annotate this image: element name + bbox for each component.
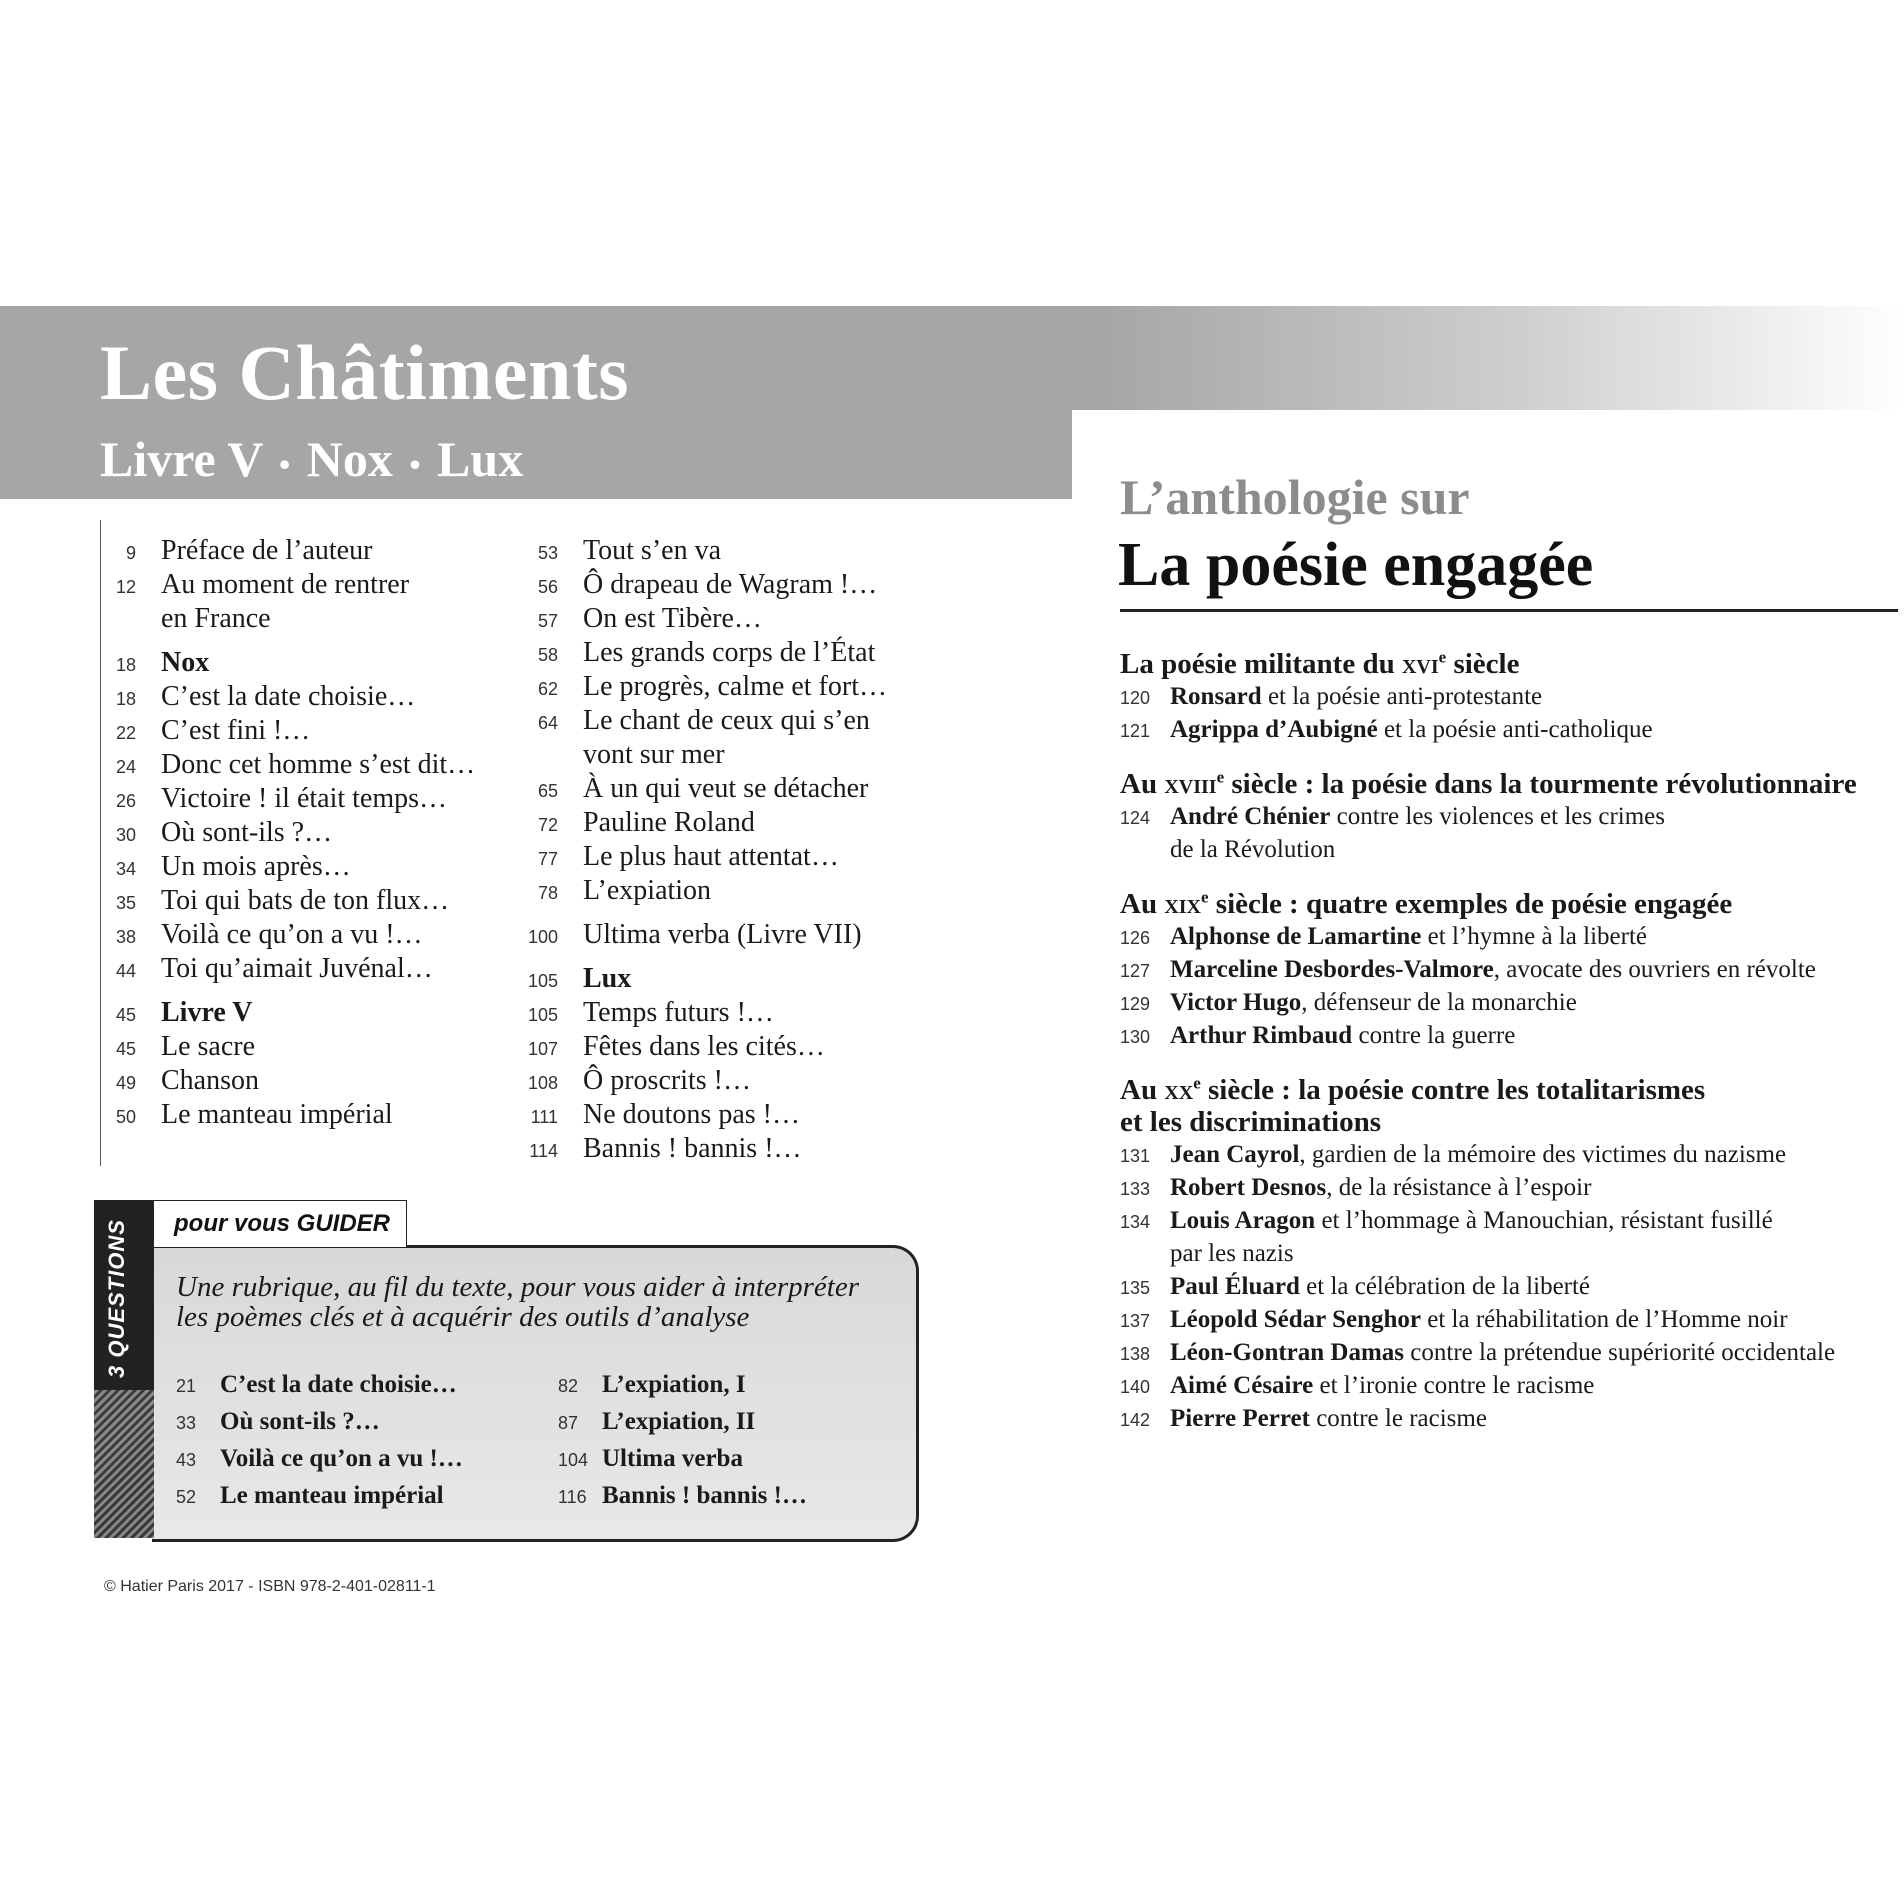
entry-title: Voilà ce qu’on a vu !… <box>161 919 423 950</box>
guide-entry <box>176 1405 463 1442</box>
entry-title: Le progrès, calme et fort… <box>583 671 887 702</box>
guide-entry <box>558 1479 807 1516</box>
anthology-entry <box>1120 713 1900 746</box>
page-number: 130 <box>1120 1027 1151 1047</box>
toc-entry <box>100 568 475 602</box>
page-number: 21 <box>176 1376 197 1396</box>
page-number: 9 <box>125 543 136 563</box>
page-number: 34 <box>115 859 136 879</box>
guide-entry <box>176 1479 463 1516</box>
anthology-section <box>1120 648 1900 746</box>
page-number: 49 <box>115 1073 136 1093</box>
entry-text <box>1170 1019 1515 1052</box>
entry-description: contre la prétendue supériorité occidentale <box>1404 1339 1836 1366</box>
subtitle-part: Lux <box>437 431 524 487</box>
page-number: 134 <box>1120 1212 1151 1232</box>
title-text: siècle : la poésie dans la tourmente révolutionnaire <box>1224 768 1857 800</box>
guide-description: Une rubrique, au fil du texte, pour vous aider à interpréter les poèmes clés et à acquérir des outils d’analyse <box>176 1271 860 1333</box>
entry-title: Le chant de ceux qui s’en <box>583 705 870 736</box>
anthology-entry <box>1120 986 1900 1019</box>
entry-title: Au moment de rentrer <box>161 569 410 600</box>
toc-entry <box>522 1132 887 1166</box>
bullet-separator: • <box>279 446 291 483</box>
page-number: 50 <box>115 1107 136 1127</box>
entry-description: de la Révolution <box>1170 836 1336 863</box>
entry-title: Ô proscrits !… <box>583 1065 751 1096</box>
century: xvi <box>1401 648 1439 680</box>
entry-description: , de la résistance à l’espoir <box>1326 1174 1592 1201</box>
title-text: Au <box>1120 888 1165 920</box>
entry-title: Le sacre <box>161 1031 256 1062</box>
page-number: 104 <box>558 1450 589 1470</box>
page-number: 30 <box>115 825 136 845</box>
entry-title: Chanson <box>161 1065 259 1096</box>
anthology-section <box>1120 888 1900 1052</box>
entry-title: Où sont-ils ?… <box>161 817 333 848</box>
page-number: 53 <box>537 543 558 563</box>
entry-title: Bannis ! bannis !… <box>583 1133 802 1164</box>
guide-entry <box>176 1442 463 1479</box>
author-name: Léon-Gontran Damas <box>1170 1339 1405 1366</box>
anthology-section <box>1120 1074 1900 1435</box>
entry-title: L’expiation, II <box>602 1408 756 1435</box>
guide-tab-label: pour vous GUIDER <box>174 1210 391 1237</box>
entry-title: Donc cet homme s’est dit… <box>161 749 476 780</box>
anthology-entry <box>1120 1369 1900 1402</box>
century: xx <box>1164 1074 1194 1106</box>
page-number: 44 <box>115 961 136 981</box>
page-number: 107 <box>527 1039 558 1059</box>
century-suffix: e <box>1438 647 1447 667</box>
anthology-entry <box>1120 920 1900 953</box>
page-number: 121 <box>1120 721 1151 741</box>
author-name: Marceline Desbordes-Valmore <box>1170 956 1494 983</box>
page-number: 129 <box>1120 994 1151 1014</box>
page-number: 57 <box>537 611 558 631</box>
author-name: Aimé Césaire <box>1170 1372 1314 1399</box>
entry-title: Un mois après… <box>161 851 351 882</box>
page-number: 142 <box>1120 1410 1151 1430</box>
entry-title: C’est la date choisie… <box>220 1371 457 1398</box>
entry-description: par les nazis <box>1170 1240 1294 1267</box>
entry-title: Fêtes dans les cités… <box>583 1031 825 1062</box>
page-number: 78 <box>537 883 558 903</box>
author-name: Ronsard <box>1170 683 1262 710</box>
entry-title: Bannis ! bannis !… <box>602 1482 807 1509</box>
page-number: 82 <box>558 1376 579 1396</box>
author-name: Pierre Perret <box>1170 1405 1310 1432</box>
toc-entry <box>100 1064 475 1098</box>
toc-entry <box>100 602 475 636</box>
copyright: © Hatier Paris 2017 - ISBN 978-2-401-02811-1 <box>104 1578 436 1595</box>
anthology-rule <box>1120 609 1898 612</box>
author-name: Louis Aragon <box>1170 1207 1316 1234</box>
century-suffix: e <box>1193 1073 1201 1093</box>
toc-entry <box>100 782 475 816</box>
section-title <box>1120 1074 1900 1106</box>
title-text: siècle : quatre exemples de poésie engagée <box>1208 888 1733 920</box>
entry-text <box>1170 713 1653 746</box>
title-text: Au <box>1120 1074 1165 1106</box>
page-number: 120 <box>1120 688 1151 708</box>
anthology-entry <box>1120 1336 1900 1369</box>
page-number: 43 <box>176 1450 197 1470</box>
entry-title: Ultima verba (Livre VII) <box>583 919 862 950</box>
author-name: Paul Éluard <box>1170 1273 1300 1300</box>
toc-entry <box>522 1030 887 1064</box>
guide-entry <box>176 1368 463 1405</box>
entry-text <box>1170 1402 1487 1435</box>
page-number: 105 <box>527 971 558 991</box>
anthology-title: La poésie engagée <box>1118 531 1594 599</box>
anthology-entry <box>1120 680 1900 713</box>
entry-text <box>1170 680 1542 713</box>
entry-title: L’expiation, I <box>602 1371 746 1398</box>
title-text: siècle : la poésie contre les totalitarismes <box>1200 1074 1706 1106</box>
entry-title: vont sur mer <box>583 739 725 770</box>
entry-title: On est Tibère… <box>583 603 762 634</box>
page-number: 24 <box>115 757 136 777</box>
entry-title: Nox <box>161 647 210 678</box>
page-number: 140 <box>1120 1377 1151 1397</box>
entry-description: contre le racisme <box>1309 1405 1487 1432</box>
entry-title: Tout s’en va <box>583 535 722 566</box>
toc-entry <box>100 534 475 568</box>
title-text: siècle <box>1446 648 1520 680</box>
anthology-entry <box>1120 1138 1900 1171</box>
toc-entry <box>522 806 887 840</box>
toc-entry <box>100 850 475 884</box>
page-number: 12 <box>115 577 136 597</box>
author-name: Léopold Sédar Senghor <box>1170 1306 1421 1333</box>
anthology-entry <box>1120 1402 1900 1435</box>
section-title <box>1120 888 1900 920</box>
guide-entry <box>558 1368 807 1405</box>
anthology-section <box>1120 768 1900 866</box>
page-number: 137 <box>1120 1311 1151 1331</box>
toc-entry <box>100 680 475 714</box>
toc-entry <box>100 816 475 850</box>
entry-description: et la poésie anti-protestante <box>1261 683 1543 710</box>
toc-entry <box>100 918 475 952</box>
book-subtitle <box>100 430 523 488</box>
page-number: 108 <box>527 1073 558 1093</box>
toc-entry <box>100 714 475 748</box>
entry-description: et la célébration de la liberté <box>1299 1273 1591 1300</box>
page-number: 18 <box>115 655 136 675</box>
anthology-entry <box>1120 1019 1900 1052</box>
page-number: 65 <box>537 781 558 801</box>
toc-entry <box>522 1064 887 1098</box>
page-number: 62 <box>537 679 558 699</box>
anthology-entry-cont <box>1120 1237 1900 1270</box>
entry-text <box>1170 1138 1786 1171</box>
page-number: 45 <box>115 1005 136 1025</box>
questions-label <box>104 1219 130 1378</box>
toc-entry <box>522 840 887 874</box>
page-number: 35 <box>115 893 136 913</box>
entry-description: , défenseur de la monarchie <box>1301 989 1577 1016</box>
entry-title: Les grands corps de l’État <box>583 637 876 668</box>
page-number: 135 <box>1120 1278 1151 1298</box>
entry-text <box>1170 1303 1788 1336</box>
entry-description: , gardien de la mémoire des victimes du nazisme <box>1299 1141 1787 1168</box>
entry-title: Où sont-ils ?… <box>220 1408 380 1435</box>
page-number: 111 <box>530 1107 558 1127</box>
entry-title: C’est fini !… <box>161 715 311 746</box>
page-number: 22 <box>115 723 136 743</box>
page-number: 72 <box>537 815 558 835</box>
toc-entry <box>522 670 887 704</box>
page-number: 131 <box>1120 1146 1151 1166</box>
page-number: 38 <box>115 927 136 947</box>
entry-title: Ne doutons pas !… <box>583 1099 800 1130</box>
author-name: Jean Cayrol <box>1170 1141 1300 1168</box>
page-number: 58 <box>537 645 558 665</box>
anthology-entry <box>1120 800 1900 833</box>
author-name: André Chénier <box>1170 803 1331 830</box>
entry-title: Toi qui bats de ton flux… <box>161 885 450 916</box>
guide-entry <box>558 1405 807 1442</box>
anthology-entry-cont <box>1120 833 1900 866</box>
page-number: 127 <box>1120 961 1151 981</box>
page-number: 45 <box>115 1039 136 1059</box>
guide-column-2 <box>558 1368 807 1516</box>
entry-description: et la poésie anti-catholique <box>1377 716 1653 743</box>
anthology-entry <box>1120 1303 1900 1336</box>
entry-description: et l’hommage à Manouchian, résistant fusillé <box>1315 1207 1773 1234</box>
century: xviii <box>1164 768 1217 800</box>
subtitle-part: Nox <box>306 431 393 487</box>
entry-text <box>1170 986 1577 1019</box>
page-number: 100 <box>527 927 558 947</box>
anthology-list <box>1120 648 1900 1457</box>
entry-title: Le plus haut attentat… <box>583 841 839 872</box>
entry-title: Préface de l’auteur <box>161 535 373 566</box>
page-number: 87 <box>558 1413 579 1433</box>
page-number: 114 <box>529 1141 558 1161</box>
toc-entry <box>100 952 475 986</box>
questions-number: 3 <box>104 1364 129 1378</box>
entry-text <box>1170 953 1816 986</box>
page-number: 64 <box>537 713 558 733</box>
entry-title: Livre V <box>161 997 253 1028</box>
toc-entry <box>522 602 887 636</box>
entry-title: Temps futurs !… <box>583 997 774 1028</box>
toc-entry <box>522 568 887 602</box>
toc-entry <box>522 918 887 952</box>
entry-text <box>1170 1204 1773 1237</box>
toc-entry <box>100 1030 475 1064</box>
entry-description: contre la guerre <box>1352 1022 1516 1049</box>
anthology-entry <box>1120 1270 1900 1303</box>
entry-description: et la réhabilitation de l’Homme noir <box>1420 1306 1788 1333</box>
author-name: Agrippa d’Aubigné <box>1170 716 1378 743</box>
author-name: Alphonse de Lamartine <box>1170 923 1422 950</box>
anthology-entry <box>1120 953 1900 986</box>
guide-entry <box>558 1442 807 1479</box>
page-number: 26 <box>115 791 136 811</box>
entry-description: et l’ironie contre le racisme <box>1313 1372 1595 1399</box>
entry-text <box>1170 1270 1590 1303</box>
section-title <box>1120 768 1900 800</box>
entry-title: À un qui veut se détacher <box>583 773 869 804</box>
toc-heading <box>522 962 887 996</box>
page-number: 124 <box>1120 808 1151 828</box>
toc-entry <box>522 1098 887 1132</box>
entry-title: Ô drapeau de Wagram !… <box>583 569 878 600</box>
entry-description: contre les violences et les crimes <box>1330 803 1666 830</box>
book-title: Les Châtiments <box>100 329 630 416</box>
entry-text <box>1170 800 1665 833</box>
entry-description: et l’hymne à la liberté <box>1421 923 1648 950</box>
page-number: 18 <box>115 689 136 709</box>
page-number: 56 <box>537 577 558 597</box>
page-number: 126 <box>1120 928 1151 948</box>
toc-entry <box>522 874 887 908</box>
author-name: Arthur Rimbaud <box>1170 1022 1353 1049</box>
page-number: 105 <box>527 1005 558 1025</box>
entry-description: , avocate des ouvriers en révolte <box>1493 956 1816 983</box>
anthology-entry <box>1120 1204 1900 1237</box>
entry-text <box>1170 1369 1594 1402</box>
entry-title: Toi qu’aimait Juvénal… <box>161 953 433 984</box>
anthology-entry <box>1120 1171 1900 1204</box>
entry-text <box>1170 920 1647 953</box>
page-number: 133 <box>1120 1179 1151 1199</box>
toc-heading <box>100 996 475 1030</box>
entry-title: Lux <box>583 963 632 994</box>
page-number: 116 <box>558 1487 587 1507</box>
entry-title: Le manteau impérial <box>161 1099 393 1130</box>
anthology-supertitle: L’anthologie sur <box>1120 469 1470 525</box>
toc-entry <box>100 748 475 782</box>
toc-entry <box>522 636 887 670</box>
section-title <box>1120 648 1900 680</box>
entry-title: Le manteau impérial <box>220 1482 444 1509</box>
century-suffix: e <box>1216 767 1225 787</box>
century: xix <box>1164 888 1201 920</box>
author-name: Victor Hugo <box>1170 989 1302 1016</box>
toc-entry <box>522 996 887 1030</box>
page-number: 138 <box>1120 1344 1151 1364</box>
entry-title: C’est la date choisie… <box>161 681 416 712</box>
page-number: 33 <box>176 1413 197 1433</box>
toc-entry <box>522 704 887 738</box>
bullet-separator: • <box>409 446 421 483</box>
entry-title: Ultima verba <box>602 1445 743 1472</box>
title-text: La poésie militante du <box>1120 648 1402 680</box>
entry-title: Victoire ! il était temps… <box>161 783 448 814</box>
guide-column-1 <box>176 1368 463 1516</box>
entry-text <box>1170 1336 1835 1369</box>
toc-entry <box>522 772 887 806</box>
toc-entry <box>100 884 475 918</box>
title-text: Au <box>1120 768 1165 800</box>
entry-title: Pauline Roland <box>583 807 755 838</box>
page-number: 52 <box>176 1487 197 1507</box>
page-number: 77 <box>537 849 558 869</box>
toc-entry <box>100 1098 475 1132</box>
toc-heading <box>100 646 475 680</box>
subtitle-part: Livre V <box>100 431 263 487</box>
section-title-line2: et les discriminations <box>1120 1106 1381 1138</box>
entry-title: en France <box>161 603 271 634</box>
toc-column-2 <box>522 534 887 1166</box>
author-name: Robert Desnos <box>1170 1174 1327 1201</box>
questions-text: QUESTIONS <box>104 1219 129 1358</box>
entry-title: L’expiation <box>583 875 712 906</box>
entry-text <box>1170 1171 1591 1204</box>
toc-entry <box>522 738 887 772</box>
toc-entry <box>522 534 887 568</box>
entry-title: Voilà ce qu’on a vu !… <box>220 1445 463 1472</box>
toc-column-1 <box>100 534 475 1132</box>
century-suffix: e <box>1201 887 1209 907</box>
